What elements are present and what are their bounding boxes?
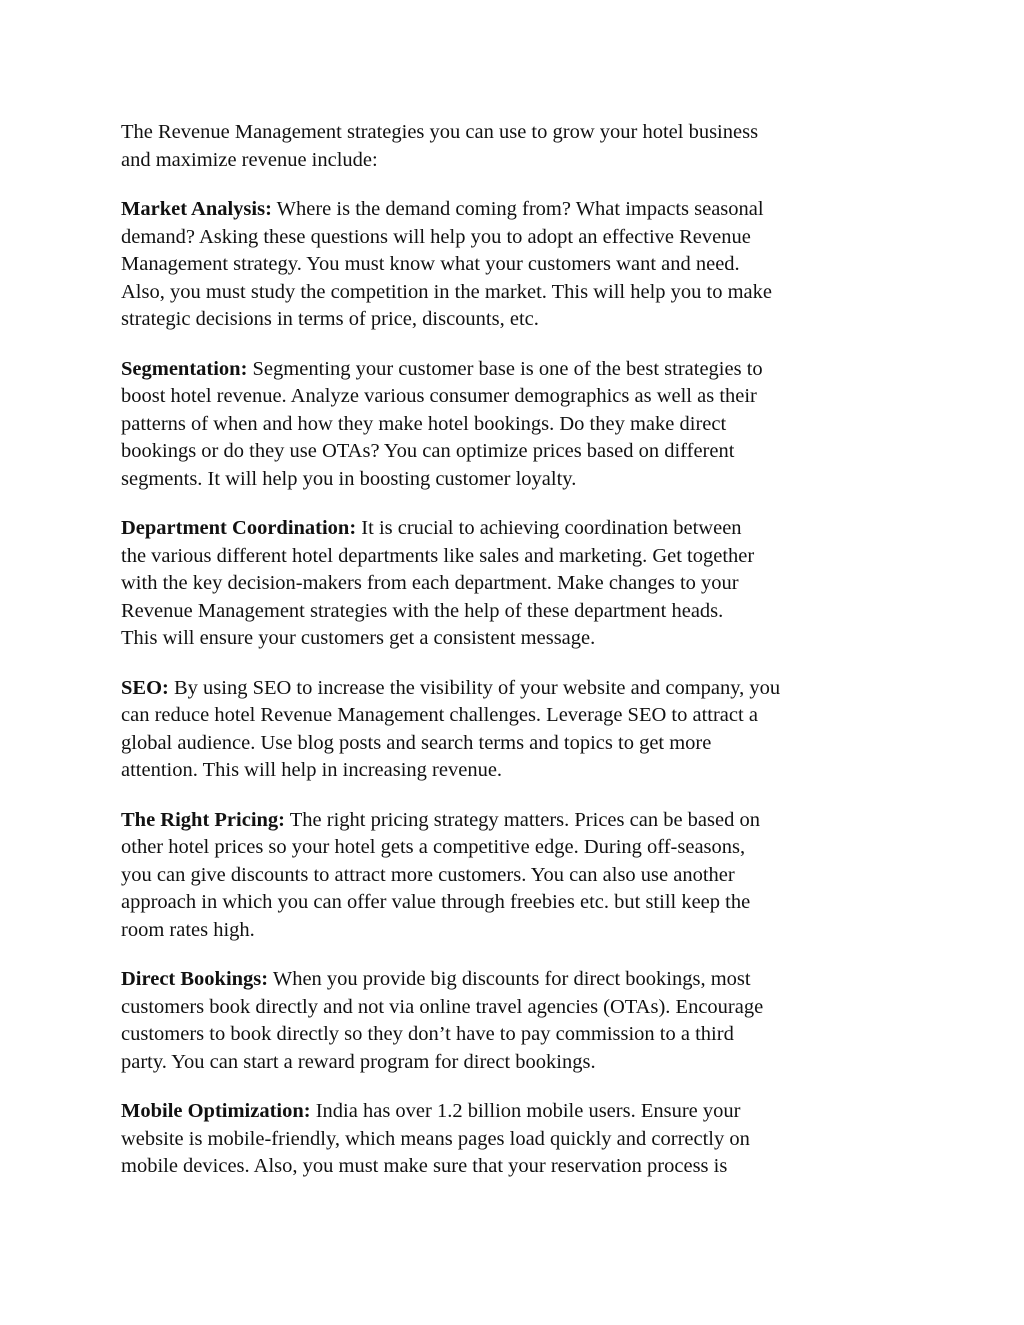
paragraph-line [121,966,911,994]
paragraph-line: global audience. Use blog posts and search terms and topics to get more [121,731,712,754]
paragraph-line: with the key decision-makers from each department. Make changes to your [121,572,739,594]
paragraph-line: customers to book directly so they don’t have to pay commission to a third [121,1023,734,1045]
paragraph-line [121,1098,911,1126]
section-text: The right pricing strategy matters. Prices can be based on [285,808,760,831]
paragraph-line: boost hotel revenue. Analyze various consumer demographics as well as their [121,385,757,407]
paragraph-line: attention. This will help in increasing revenue. [121,759,503,781]
paragraph-line [121,515,911,543]
paragraph-line: other hotel prices so your hotel gets a competitive edge. During off-seasons, [121,836,746,858]
paragraph-line: can reduce hotel Revenue Management challenges. Leverage SEO to attract a [121,704,758,726]
paragraph-line: website is mobile-friendly, which means pages load quickly and correctly on [121,1127,750,1150]
intro-paragraph [121,119,911,174]
paragraph-line: mobile devices. Also, you must make sure that your reservation process is [121,1155,728,1177]
section-text: India has over 1.2 billion mobile users. Ensure your [310,1100,741,1122]
paragraph-line [121,196,911,224]
paragraph-line: you can give discounts to attract more customers. You can also use another [121,863,735,886]
paragraph-line: This will ensure your customers get a consistent message. [121,627,596,649]
paragraph-line: Management strategy. You must know what your customers want and need. [121,253,740,275]
section-term: Mobile Optimization: [121,1100,311,1122]
paragraph-line: room rates high. [121,918,255,941]
section-text: Where is the demand coming from? What impacts seasonal [271,198,764,220]
paragraph-line [121,675,911,703]
mobile-optimization-paragraph [121,1098,911,1181]
paragraph-line: patterns of when and how they make hotel bookings. Do they make direct [121,412,727,435]
section-term: Market Analysis: [121,198,272,220]
market-analysis-paragraph [121,196,911,334]
section-text: It is crucial to achieving coordination between [356,517,742,539]
paragraph-line [121,356,911,384]
section-text: By using SEO to increase the visibility of your website and company, you [168,676,781,699]
paragraph-line: segments. It will help you in boosting customer loyalty. [121,467,577,490]
section-text: When you provide big discounts for direct bookings, most [268,968,751,990]
paragraph-line: the various different hotel departments like sales and marketing. Get together [121,544,755,567]
section-term: Department Coordination: [121,517,357,539]
paragraph-line: Revenue Management strategies with the help of these department heads. [121,599,724,622]
paragraph-line: bookings or do they use OTAs? You can optimize prices based on different [121,440,735,462]
section-term: The Right Pricing: [121,808,285,831]
paragraph-line [121,807,911,835]
department-coordination-paragraph [121,515,911,653]
intro-line: The Revenue Management strategies you can use to grow your hotel business [121,121,759,143]
section-term: Segmentation: [121,357,248,380]
intro-line: and maximize revenue include: [121,148,378,171]
paragraph-line: customers book directly and not via online travel agencies (OTAs). Encourage [121,995,764,1018]
direct-bookings-paragraph [121,966,911,1076]
paragraph-line: approach in which you can offer value through freebies etc. but still keep the [121,891,751,913]
paragraph-line: party. You can start a reward program for direct bookings. [121,1050,596,1073]
document-body [121,119,911,1203]
section-text: Segmenting your customer base is one of the best strategies to [247,357,763,380]
paragraph-line: strategic decisions in terms of price, discounts, etc. [121,308,539,330]
section-term: SEO: [121,676,169,699]
section-term: Direct Bookings: [121,968,269,990]
seo-paragraph [121,675,911,785]
paragraph-line: Also, you must study the competition in the market. This will help you to make [121,280,772,303]
paragraph-line: demand? Asking these questions will help you to adopt an effective Revenue [121,225,751,248]
segmentation-paragraph [121,356,911,494]
right-pricing-paragraph [121,807,911,945]
